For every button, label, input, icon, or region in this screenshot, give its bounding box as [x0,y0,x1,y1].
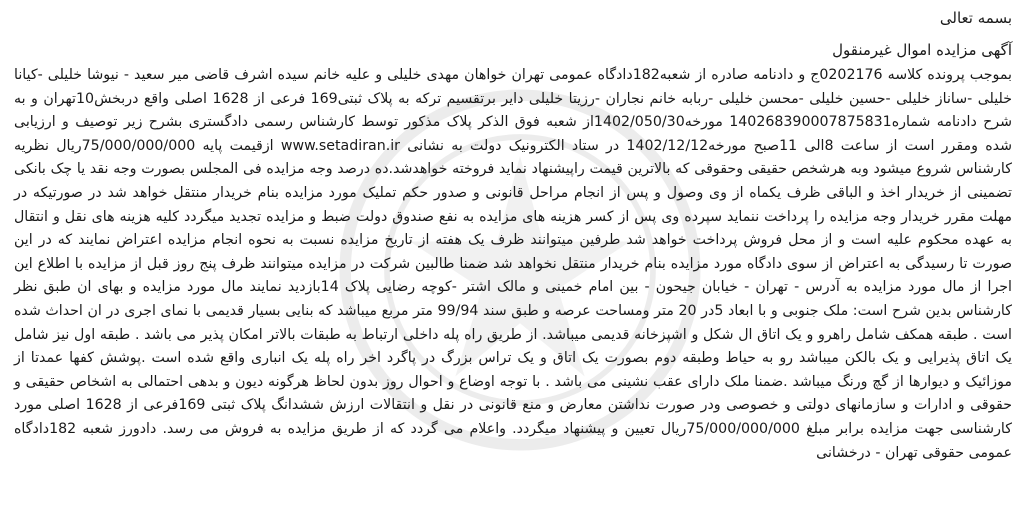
document-heading: بسمه تعالی [939,9,1012,27]
document-body: بموجب پرونده کلاسه 0202176ج و دادنامه صادره از شعبه182دادگاه عمومی تهران خواهان مهدی خلیلی و علیه خانم سیده اشرف قاضی میر سعید - نیوشا خلیلی -کیانا خلیلی -ساناز خلیلی -حسین خلیلی -محسن خلیلی -ربابه خانم نجاران -رزیتا خلیلی دایر برتقسیم ترکه به پلاک ثبتی169 فرعی از 1628 اصلی واقع دربخش10تهران و به شرح دادنامه شماره140268390007875831 مورخه1402/050/30از شعبه فوق الذکر پلاک مذکور توسط کارشناس رسمی دادگستری بشرح زیر توصیف و ارزیابی شده ومقرر است از ساعت 8الی 11صبح مورخه1402/12/12 در ستاد الکترونیک دولت به نشانی www.setadiran.ir ازقیمت پایه 75/000/000/000ریال نظریه کارشناس شروع میشود وبه هرشخص حقیقی وحقوقی که بالاترین قیمت راپیشنهاد نماید فروخته خواهدشد.ده درصد وجه مزایده فی المجلس بصورت وجه نقد یا چک بانکی تضمینی از خریدار اخذ و الباقی ظرف یکماه از وی وصول و پس از انجام مراحل قانونی و صدور حکم تملیک مورد مزایده بنام خریدار منتقل خواهد شد در صورتیکه در مهلت مقرر خریدار وجه مزایده را پرداخت ننماید سپرده وی پس از کسر هزینه های مزایده به نفع صندوق دولت ضبط و مزایده تجدید میگردد کلیه هزینه های نقل و انتقال به عهده محکوم علیه است و از محل فروش پرداخت خواهد شد طرفین میتوانند ظرف یک هفته از تاریخ مزایده نسبت به نحوه انجام مزایده اعتراض نمایند که در این صورت تا رسیدگی به اعتراض از سوی دادگاه مورد مزایده بنام خریدار منتقل نخواهد شد ضمنا طالبین شرکت در مزایده میتوانند ظرف پنج روز قبل از مزایده با اطلاع این اجرا از مال مورد مزایده به آدرس - تهران - خیابان جیحون - بین امام خمینی و مالک اشتر -کوچه رضایی پلاک 14بازدید نمایند مال مورد مزایده و بهای ان طبق نظر کارشناس بدین شرح است: ملک جنوبی و با ابعاد 5در 20 متر ومساحت عرصه و طبق سند 99/94 متر مربع میباشد که بنایی بسیار قدیمی با نمای اجری در ان احداث شده است . طبقه همکف شامل راهرو و یک اتاق ال شکل و اشپزخانه قدیمی میباشد. از طریق راه پله داخلی ارتباط به طبقات بالاتر امکان پذیر می باشد . طبقه اول نیز شامل یک اتاق پذیرایی و یک بالکن میباشد رو به حیاط وطبقه دوم بصورت یک اتاق و یک تراس بزرگ در پاگرد اخر راه پله یک انباری واقع شده است .پوشش کفها عمدتا از موزائیک و دیوارها از گچ ورنگ میباشد .ضمنا ملک دارای عقب نشینی می باشد . با توجه اوضاع و احوال روز بدون لحاظ هرگونه دیون و بدهی احتمالی به اشخاص حقیقی و حقوقی و ادارات و سازمانهای دولتی و خصوصی ودر صورت نداشتن معارض و منع قانونی در نقل و انتقالات ارزش ششدانگ پلاک ثبتی 169فرعی از 1628 اصلی مورد کارشناسی جهت مزایده برابر مبلغ 75/000/000/000ریال تعیین و پیشنهاد میگردد. واعلام می گردد که از طریق مزایده به فروش می رسد. دادورز شعبه 182دادگاه عمومی حقوقی تهران - درخشانی [14,67,1013,461]
document-title: آگهی مزایده اموال غیرمنقول [832,41,1012,59]
